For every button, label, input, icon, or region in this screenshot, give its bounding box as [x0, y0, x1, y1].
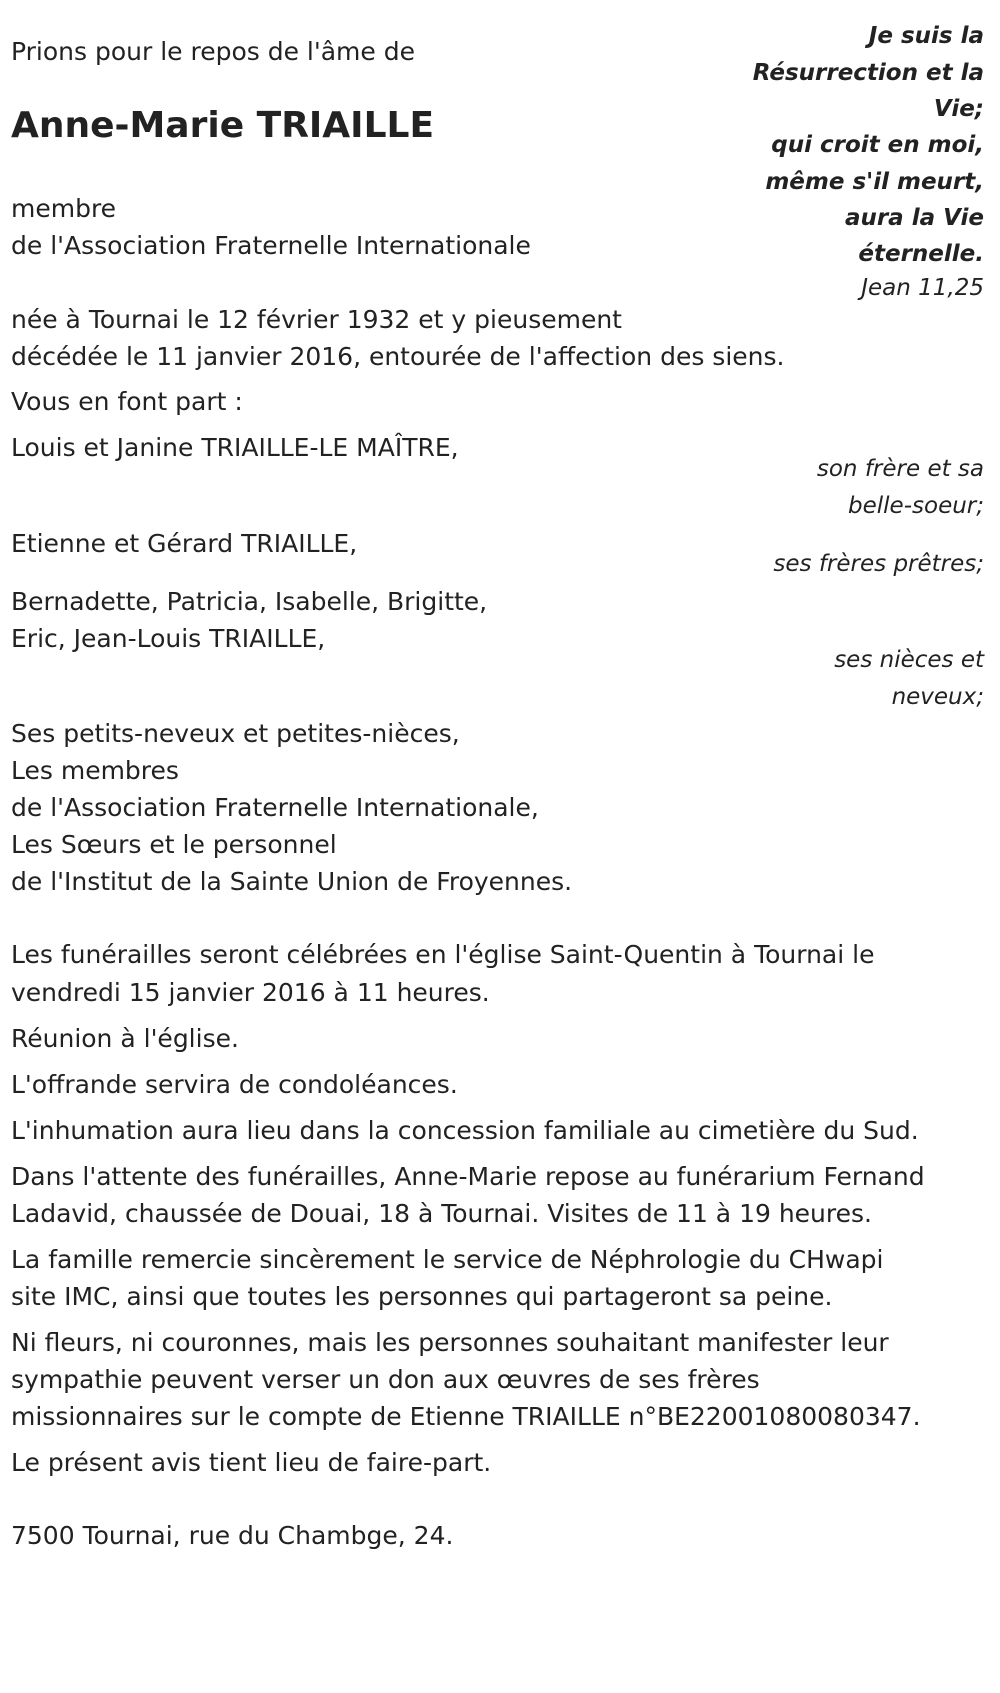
verse-line: aura la Vie — [844, 205, 984, 231]
others-line: Ses petits-neveux et petites-nièces, — [11, 719, 460, 748]
burial-text: L'inhumation aura lieu dans la concession familiale au cimetière du Sud. — [11, 1116, 919, 1145]
verse-line: Je suis la — [868, 23, 984, 49]
family-names: Bernadette, Patricia, Isabelle, Brigitte, — [11, 587, 488, 616]
verse-line: éternelle. — [858, 241, 984, 267]
birth-line: née à Tournai le 12 février 1932 et y pieusement — [11, 305, 622, 334]
others-line: de l'Institut de la Sainte Union de Froyennes. — [11, 867, 573, 896]
verse-line: Résurrection et la — [752, 60, 984, 86]
flowers-line-2: sympathie peuvent verser un don aux œuvres de ses frères — [11, 1365, 760, 1394]
rest-line-2: Ladavid, chaussée de Douai, 18 à Tournai. Visites de 11 à 19 heures. — [11, 1199, 872, 1228]
thanks-line-2: site IMC, ainsi que toutes les personnes qui partageront sa peine. — [11, 1282, 833, 1311]
member-line-2: de l'Association Fraternelle Internationale — [11, 231, 531, 260]
intro-text: Prions pour le repos de l'âme de — [11, 37, 415, 66]
verse-line: qui croit en moi, — [771, 132, 984, 158]
rest-line-1: Dans l'attente des funérailles, Anne-Marie repose au funérarium Fernand — [11, 1162, 925, 1191]
others-line: Les Sœurs et le personnel — [11, 830, 337, 859]
family-relation: ses nièces et — [834, 647, 984, 673]
family-names: Louis et Janine TRIAILLE-LE MAÎTRE, — [11, 433, 459, 462]
verse-line: Vie; — [933, 96, 984, 122]
offering-text: L'offrande servira de condoléances. — [11, 1070, 458, 1099]
family-names: Eric, Jean-Louis TRIAILLE, — [11, 624, 326, 653]
meeting-text: Réunion à l'église. — [11, 1024, 239, 1053]
notice-text: Le présent avis tient lieu de faire-part. — [11, 1448, 492, 1477]
funeral-line-2: vendredi 15 janvier 2016 à 11 heures. — [11, 978, 490, 1007]
family-relation: ses frères prêtres; — [773, 551, 984, 577]
family-relation: neveux; — [891, 684, 984, 710]
others-line: Les membres — [11, 756, 179, 785]
family-relation: belle-soeur; — [848, 493, 984, 519]
flowers-line-1: Ni fleurs, ni couronnes, mais les personnes souhaitant manifester leur — [11, 1328, 889, 1357]
deceased-name: Anne-Marie TRIAILLE — [11, 105, 435, 146]
death-line: décédée le 11 janvier 2016, entourée de l'affection des siens. — [11, 342, 785, 371]
announce-text: Vous en font part : — [11, 387, 243, 416]
family-names: Etienne et Gérard TRIAILLE, — [11, 529, 358, 558]
verse-reference: Jean 11,25 — [861, 275, 984, 301]
family-relation: son frère et sa — [816, 456, 984, 482]
others-line: de l'Association Fraternelle Internationale, — [11, 793, 539, 822]
funeral-line-1: Les funérailles seront célébrées en l'église Saint-Quentin à Tournai le — [11, 940, 875, 969]
verse-line: même s'il meurt, — [765, 169, 984, 195]
member-line-1: membre — [11, 194, 117, 223]
thanks-line-1: La famille remercie sincèrement le service de Néphrologie du CHwapi — [11, 1245, 884, 1274]
flowers-line-3: missionnaires sur le compte de Etienne TRIAILLE n°BE22001080080347. — [11, 1402, 921, 1431]
address-text: 7500 Tournai, rue du Chambge, 24. — [11, 1521, 454, 1550]
